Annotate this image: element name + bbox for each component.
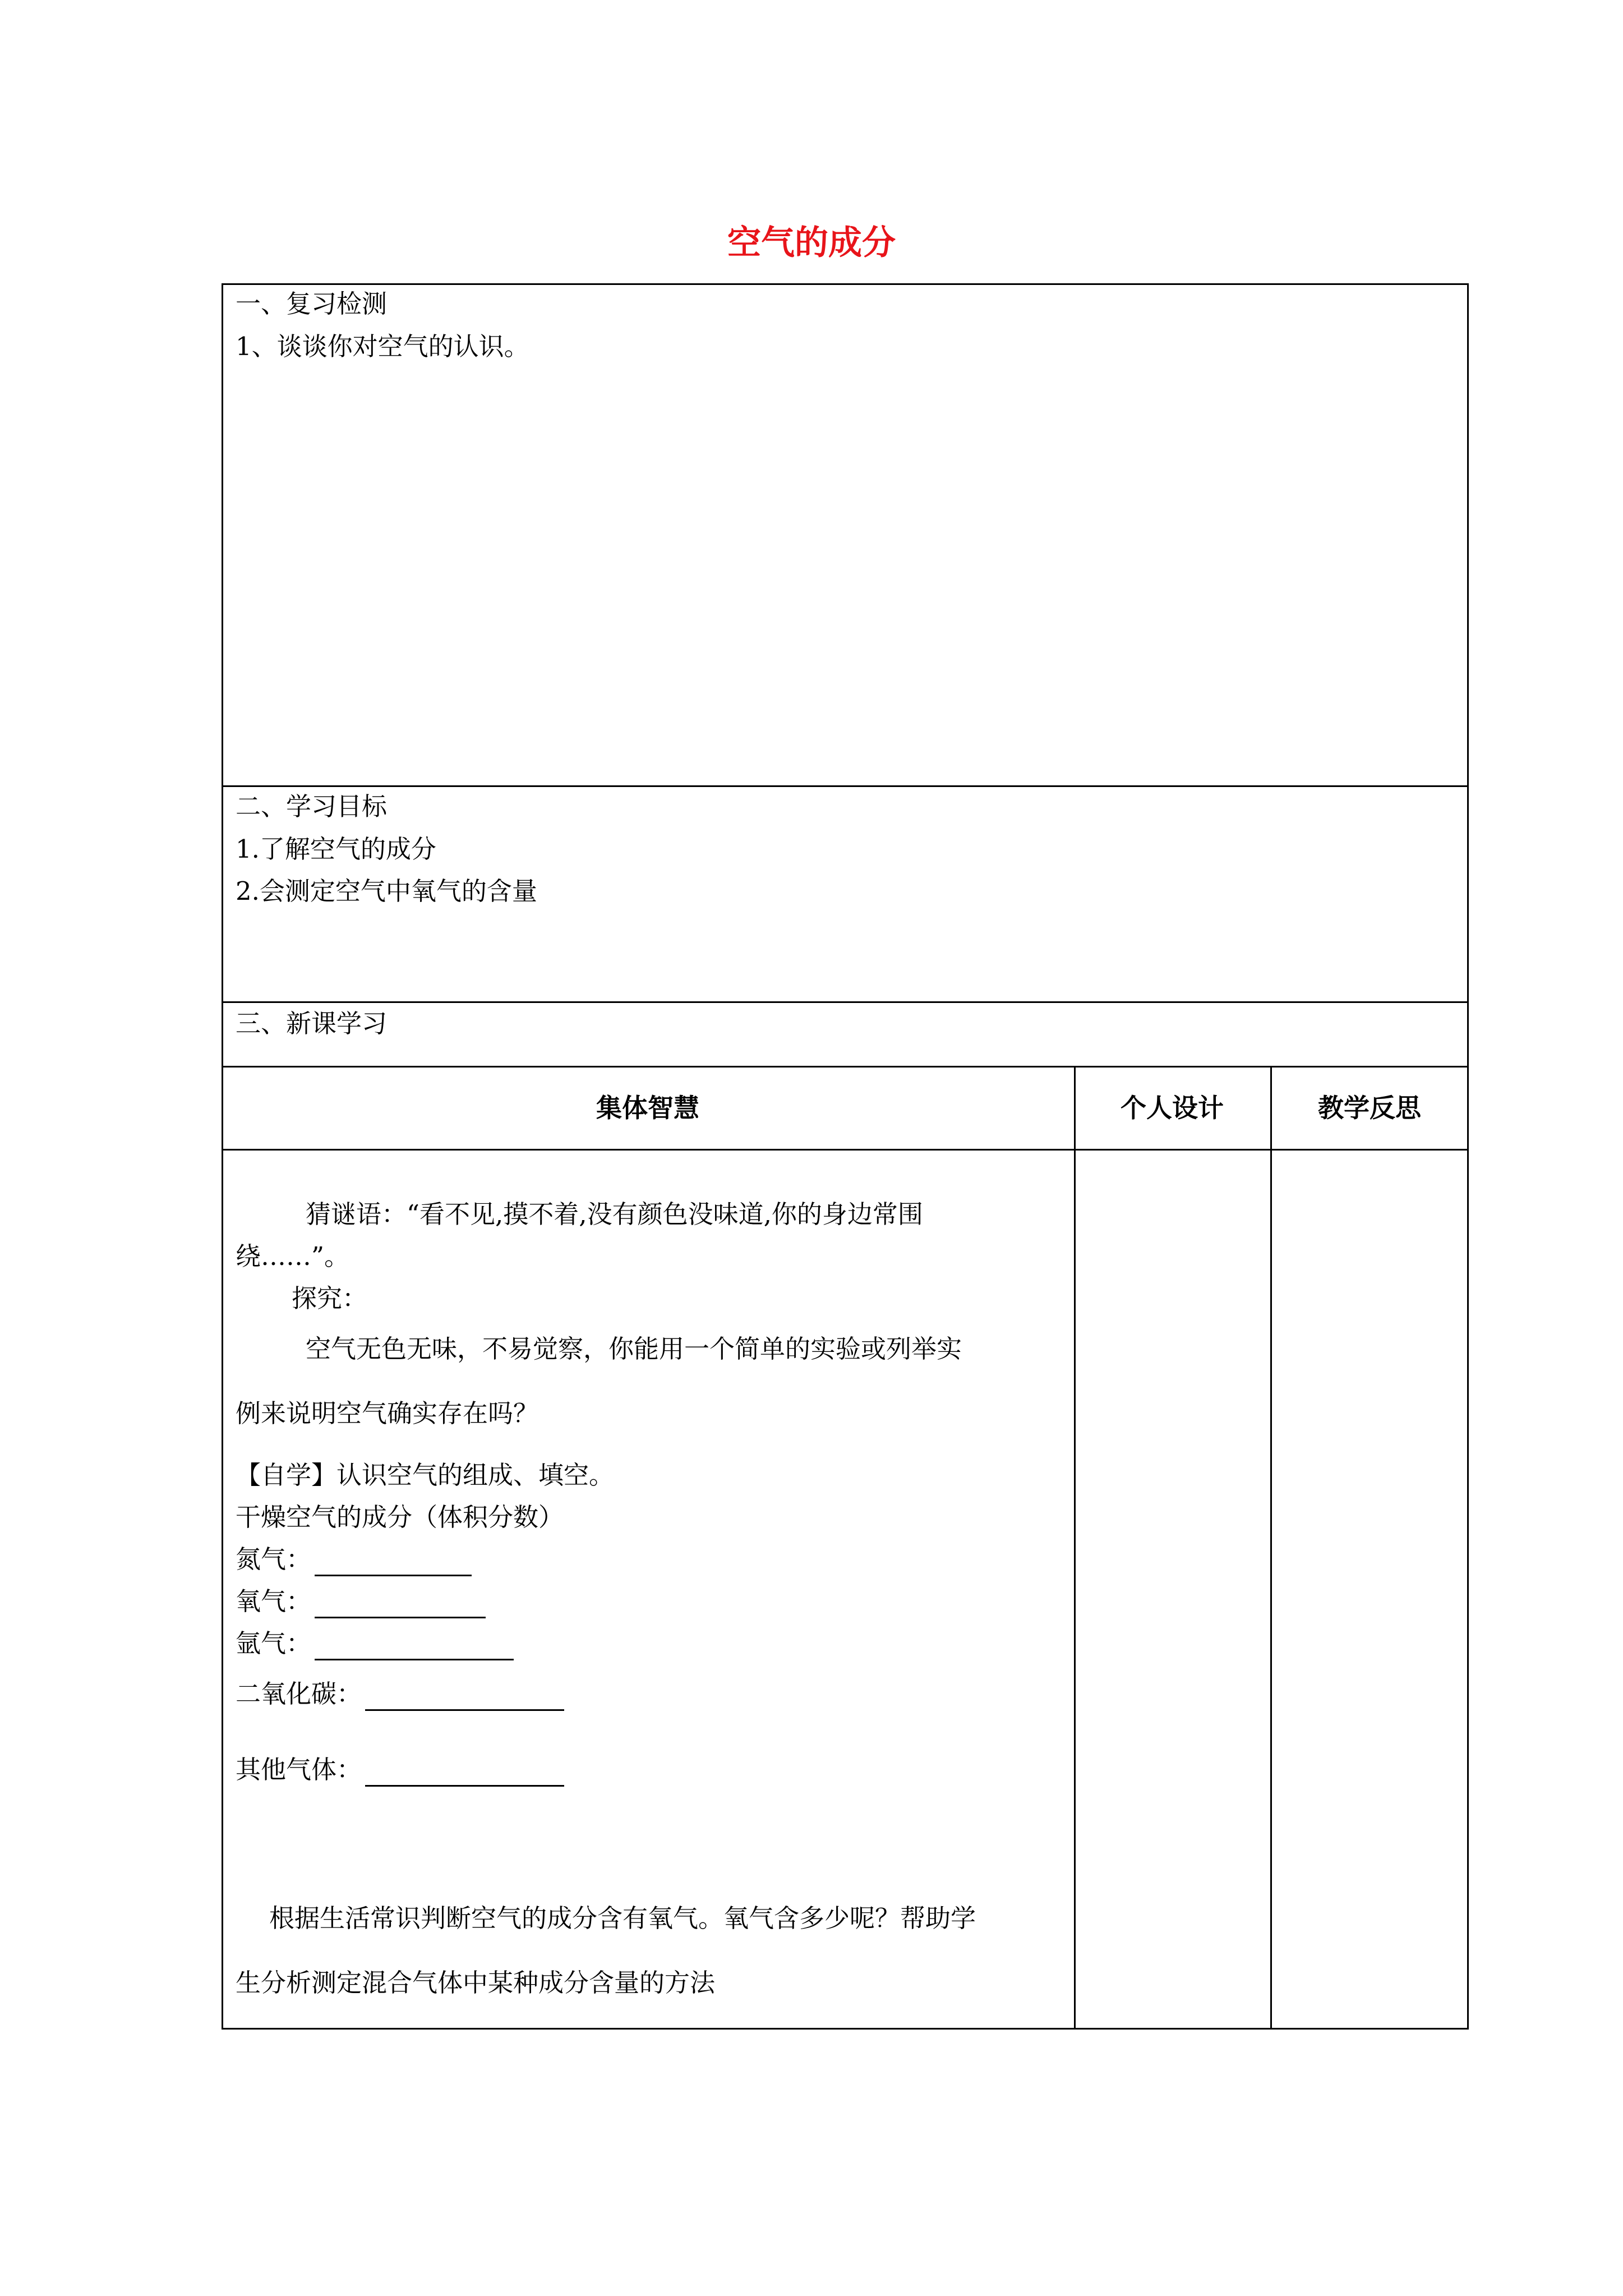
goal-item: 2.会测定空气中氧气的含量: [236, 876, 537, 906]
fill-blank[interactable]: [315, 1636, 514, 1660]
composition-title: 干燥空气的成分（体积分数）: [236, 1502, 564, 1532]
column-divider: [1270, 1066, 1272, 2030]
gas-label: 氩气：: [236, 1628, 312, 1658]
section-newlesson-heading: 三、新课学习: [236, 1009, 388, 1038]
fill-blank[interactable]: [315, 1552, 472, 1576]
fill-blank[interactable]: [315, 1594, 486, 1618]
explore-question: 例来说明空气确实存在吗？: [236, 1398, 539, 1428]
explore-question: 空气无色无味，不易觉察，你能用一个简单的实验或列举实: [306, 1334, 962, 1364]
method-paragraph: 生分析测定混合气体中某种成分含量的方法: [236, 1968, 716, 1998]
section-goals-heading: 二、学习目标: [236, 792, 388, 821]
riddle-text: 猜谜语：“看不见,摸不着,没有颜色没味道,你的身边常围: [306, 1199, 923, 1229]
goal-item: 1.了解空气的成分: [236, 834, 436, 864]
fill-blank[interactable]: [365, 1763, 564, 1787]
gas-label: 氮气：: [236, 1544, 312, 1574]
gas-label: 二氧化碳：: [236, 1679, 362, 1709]
review-question: 1、谈谈你对空气的认识。: [236, 332, 529, 361]
gas-fill-item: [236, 1627, 514, 1660]
gas-label: 氧气：: [236, 1586, 312, 1616]
section-review-heading: 一、复习检测: [236, 289, 388, 319]
row-divider: [222, 785, 1469, 787]
row-divider: [222, 1149, 1469, 1151]
explore-label: 探究：: [292, 1283, 368, 1313]
gas-fill-item: [236, 1677, 564, 1711]
fill-blank[interactable]: [365, 1687, 564, 1711]
gas-label: 其他气体：: [236, 1755, 362, 1784]
row-divider: [222, 1066, 1469, 1068]
column-divider: [1074, 1066, 1076, 2030]
column-header: 集体智慧: [596, 1093, 699, 1123]
gas-fill-item: [236, 1543, 472, 1576]
riddle-text: 绕……”。: [236, 1241, 350, 1271]
gas-fill-item: [236, 1585, 486, 1618]
row-divider: [222, 1001, 1469, 1003]
gas-fill-item: [236, 1753, 564, 1787]
selfstudy-text: 【自学】认识空气的组成、填空。: [236, 1460, 615, 1490]
page-title: 空气的成分: [727, 223, 896, 263]
method-paragraph: 根据生活常识判断空气的成分含有氧气。氧气含多少呢？帮助学: [269, 1903, 976, 1933]
column-header: 个人设计: [1121, 1093, 1224, 1123]
column-header: 教学反思: [1318, 1093, 1421, 1123]
